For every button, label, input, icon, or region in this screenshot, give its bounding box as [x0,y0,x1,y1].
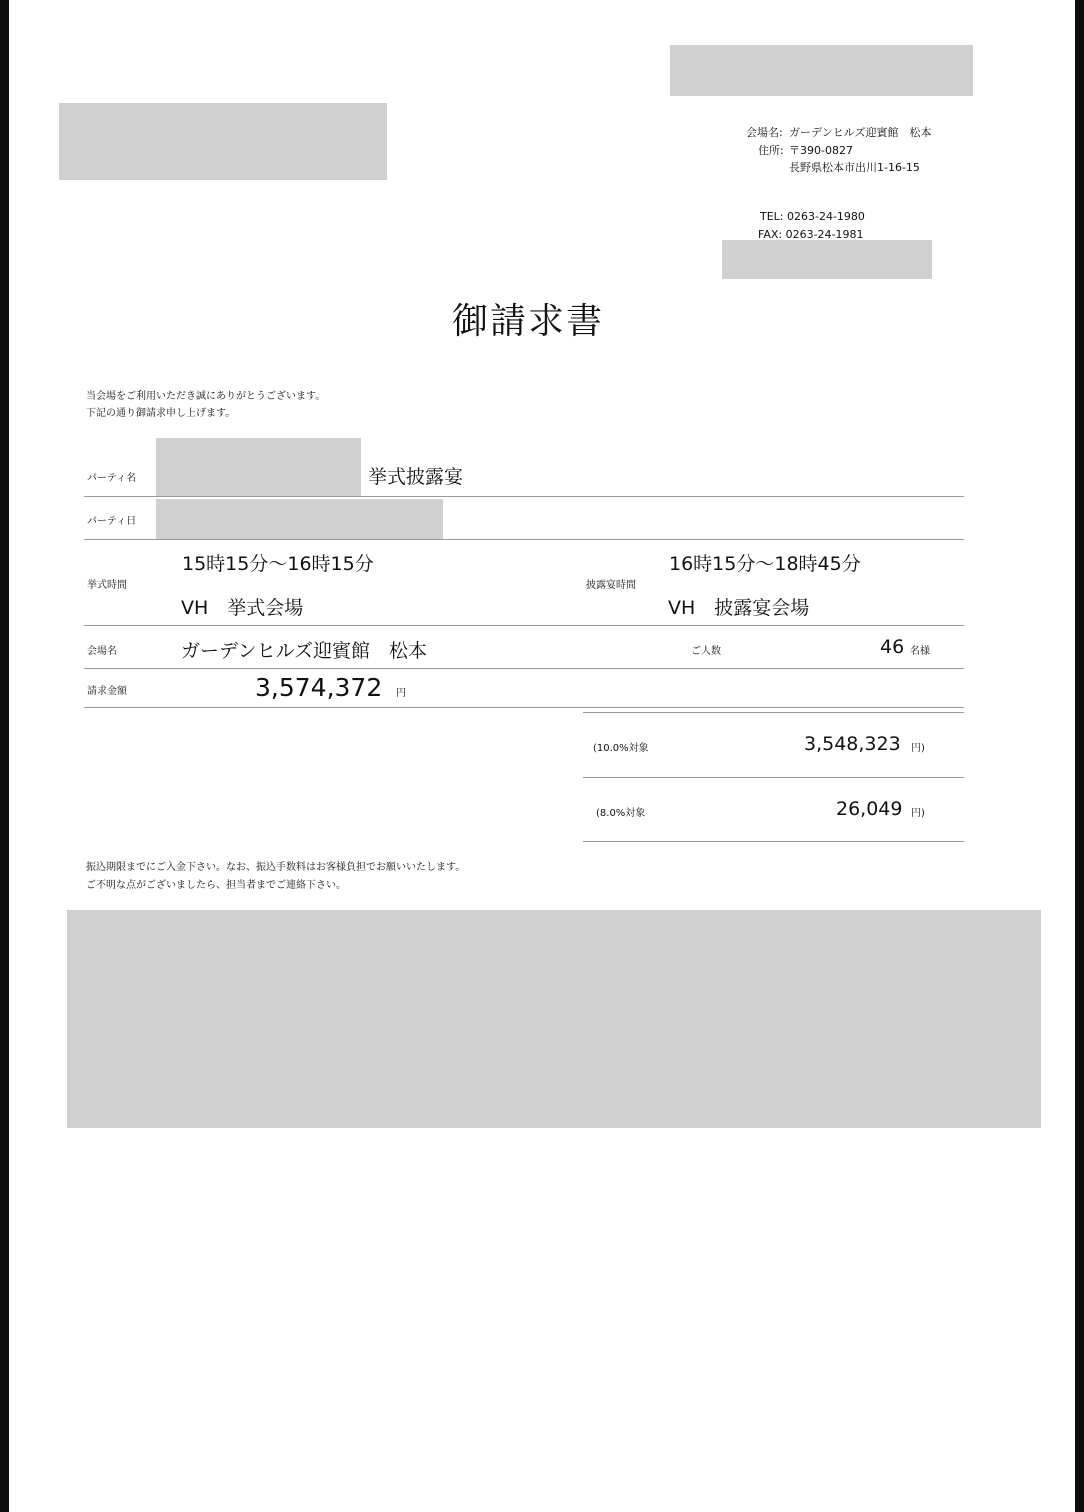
row-divider [84,625,964,626]
tax-8-value: 26,049 [836,798,903,820]
fax: FAX: 0263-24-1981 [758,228,864,241]
notes-line-1: 振込期限までにご入金下さい。なお、振込手数料はお客様負担でお願いいたします。 [86,862,466,873]
party-date-label: パーティ日 [87,516,137,527]
ceremony-place: VH 挙式会場 [181,597,304,619]
row-divider [84,668,964,669]
row-divider [84,707,964,708]
greeting-line-2: 下記の通り御請求申し上げます。 [86,408,236,419]
ceremony-time-label: 挙式時間 [87,580,127,591]
amount-label: 請求金額 [87,686,127,697]
greeting-line-1: 当会場をご利用いただき誠にありがとうございます。 [86,391,326,402]
redacted-bank-info [67,910,1041,1128]
venue-row-label: 会場名 [87,646,117,657]
tax-bottom-divider [583,841,964,842]
row-divider [84,539,964,540]
reception-time: 16時15分～18時45分 [669,553,861,575]
tax-10-value: 3,548,323 [804,733,901,755]
postal-code: 〒390-0827 [789,144,853,157]
tax-8-label: (8.0%対象 [596,808,646,819]
redacted-contact [722,240,932,279]
address-label: 住所: [758,144,784,157]
tax-divider [583,777,964,778]
document-title: 御請求書 [452,301,605,342]
row-divider [84,496,964,497]
venue-label: 会場名: [746,126,783,139]
reception-time-label: 披露宴時間 [586,580,636,591]
redacted-party-name [156,438,361,496]
redacted-header-right [670,45,973,96]
amount-value: 3,574,372 [255,673,383,702]
venue-name: ガーデンヒルズ迎賓館 松本 [789,126,932,139]
address: 長野県松本市出川1-16-15 [789,161,920,174]
tax-8-unit: 円) [911,808,925,819]
party-name-label: パーティ名 [87,473,137,484]
party-name-suffix: 挙式披露宴 [368,466,464,488]
guests-label: ご人数 [691,646,721,657]
tax-top-divider [583,712,964,713]
ceremony-time: 15時15分～16時15分 [182,553,374,575]
tax-10-label: (10.0%対象 [593,743,649,754]
tel: TEL: 0263-24-1980 [760,210,865,223]
tax-10-unit: 円) [911,743,925,754]
guests-unit: 名様 [910,646,930,657]
redacted-party-date [156,499,443,540]
notes-line-2: ご不明な点がございましたら、担当者までご連絡下さい。 [86,880,346,891]
reception-place: VH 披露宴会場 [668,597,810,619]
guests-value: 46 [880,636,905,658]
invoice-page [9,0,1075,1512]
redacted-recipient [59,103,387,180]
venue-row-value: ガーデンヒルズ迎賓館 松本 [181,640,428,662]
amount-unit: 円 [396,688,406,699]
